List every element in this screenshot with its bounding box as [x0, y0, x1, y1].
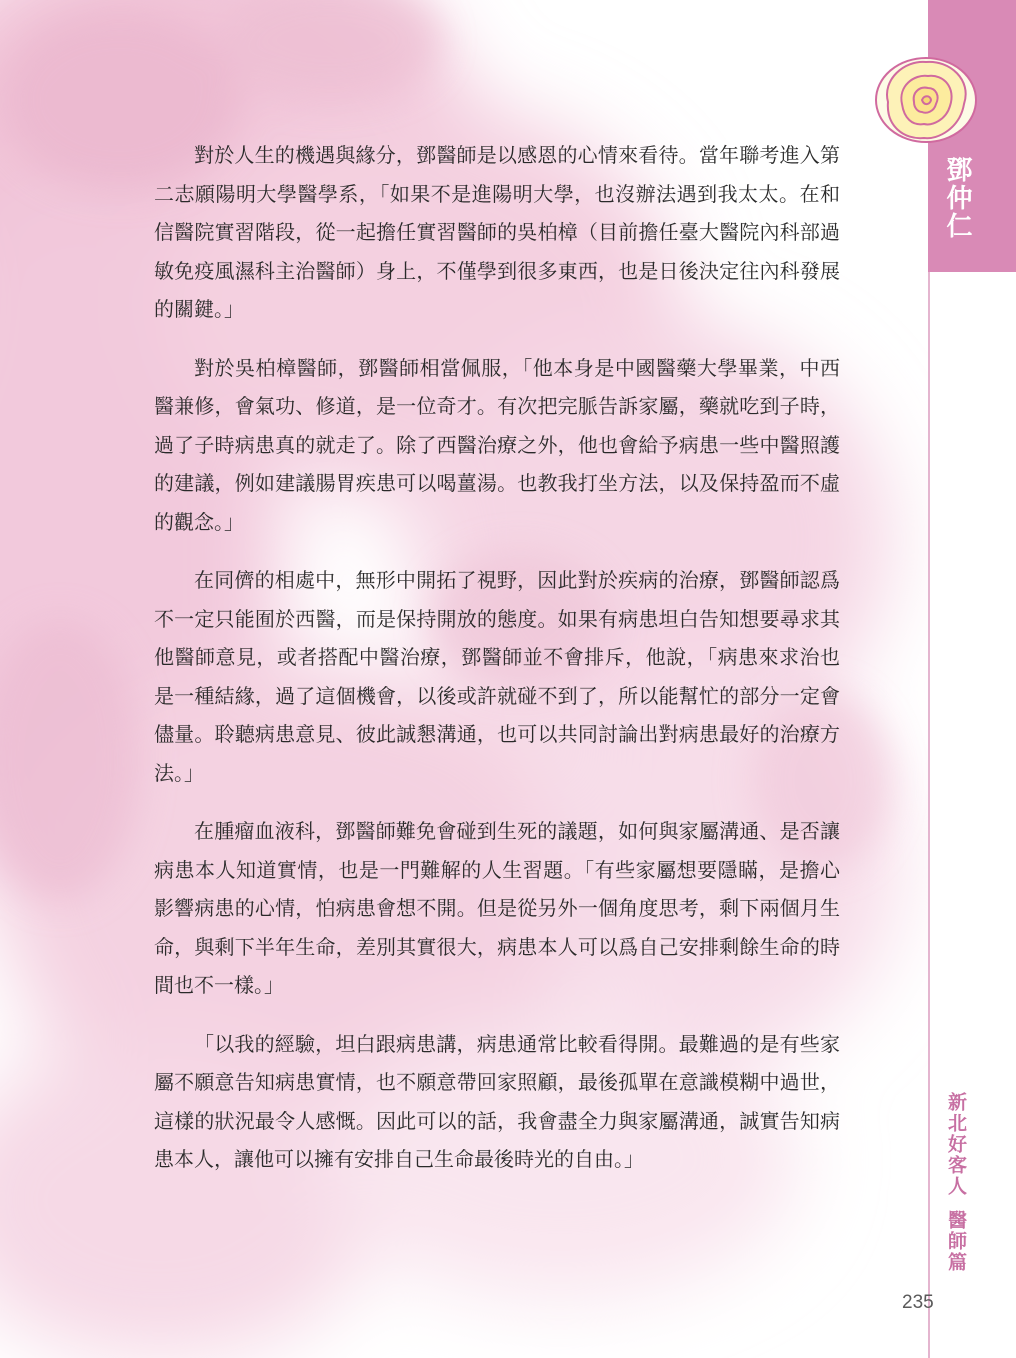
rose-icon	[868, 50, 984, 150]
paragraph: 「以我的經驗，坦白跟病患講，病患通常比較看得開。最難過的是有些家屬不願意告知病患實情，也不願意帶回家照顧，最後孤單在意識模糊中過世，這樣的狀況最令人感慨。因此可以的話，我會盡全力與家屬溝通，誠實告知病患本人，讓他可以擁有安排自己生命最後時光的自由。」	[154, 1031, 840, 1171]
paragraph: 對於吳柏樟醫師，鄧醫師相當佩服，「他本身是中國醫藥大學畢業，中西醫兼修，會氣功、修道，是一位奇才。有次把完脈告訴家屬，藥就吃到子時，過了子時病患真的就走了。除了西醫治療之外，他也會給予病患一些中醫照護的建議，例如建議腸胃疾患可以喝薑湯。也教我打坐方法，以及保持盈而不虛的觀念。」	[154, 355, 840, 534]
page-number: 235	[902, 1292, 934, 1313]
article-body	[154, 136, 840, 1199]
paragraph: 在同儕的相處中，無形中開拓了視野，因此對於疾病的治療，鄧醫師認爲不一定只能囿於西醫，而是保持開放的態度。如果有病患坦白告知想要尋求其他醫師意見，或者搭配中醫治療，鄧醫師並不會排斥，他說，「病患來求治也是一種結緣，過了這個機會，以後或許就碰不到了，所以能幫忙的部分一定會儘量。聆聽病患意見、彼此誠懇溝通，也可以共同討論出對病患最好的治療方法。」	[154, 568, 840, 785]
chapter-name: 鄧仲仁	[942, 156, 972, 240]
paragraph: 對於人生的機遇與緣分，鄧醫師是以感恩的心情來看待。當年聯考進入第二志願陽明大學醫學系，「如果不是進陽明大學，也沒辦法遇到我太太。在和信醫院實習階段，從一起擔任實習醫師的吳柏樟（目前擔任臺大醫院內科部過敏免疫風濕科主治醫師）身上，不僅學到很多東西，也是日後決定往內科發展的關鍵。」	[154, 143, 840, 321]
series-subtitle: 醫師篇	[945, 1210, 967, 1273]
series-title: 新北好客人	[945, 1092, 967, 1197]
paragraph: 在腫瘤血液科，鄧醫師難免會碰到生死的議題，如何與家屬溝通、是否讓病患本人知道實情，也是一門難解的人生習題。「有些家屬想要隱瞞，是擔心影響病患的心情，怕病患會想不開。但是從另外一個角度思考，剩下兩個月生命，與剩下半年生命，差別其實很大，病患本人可以爲自己安排剩餘生命的時間也不一樣。」	[154, 819, 840, 997]
